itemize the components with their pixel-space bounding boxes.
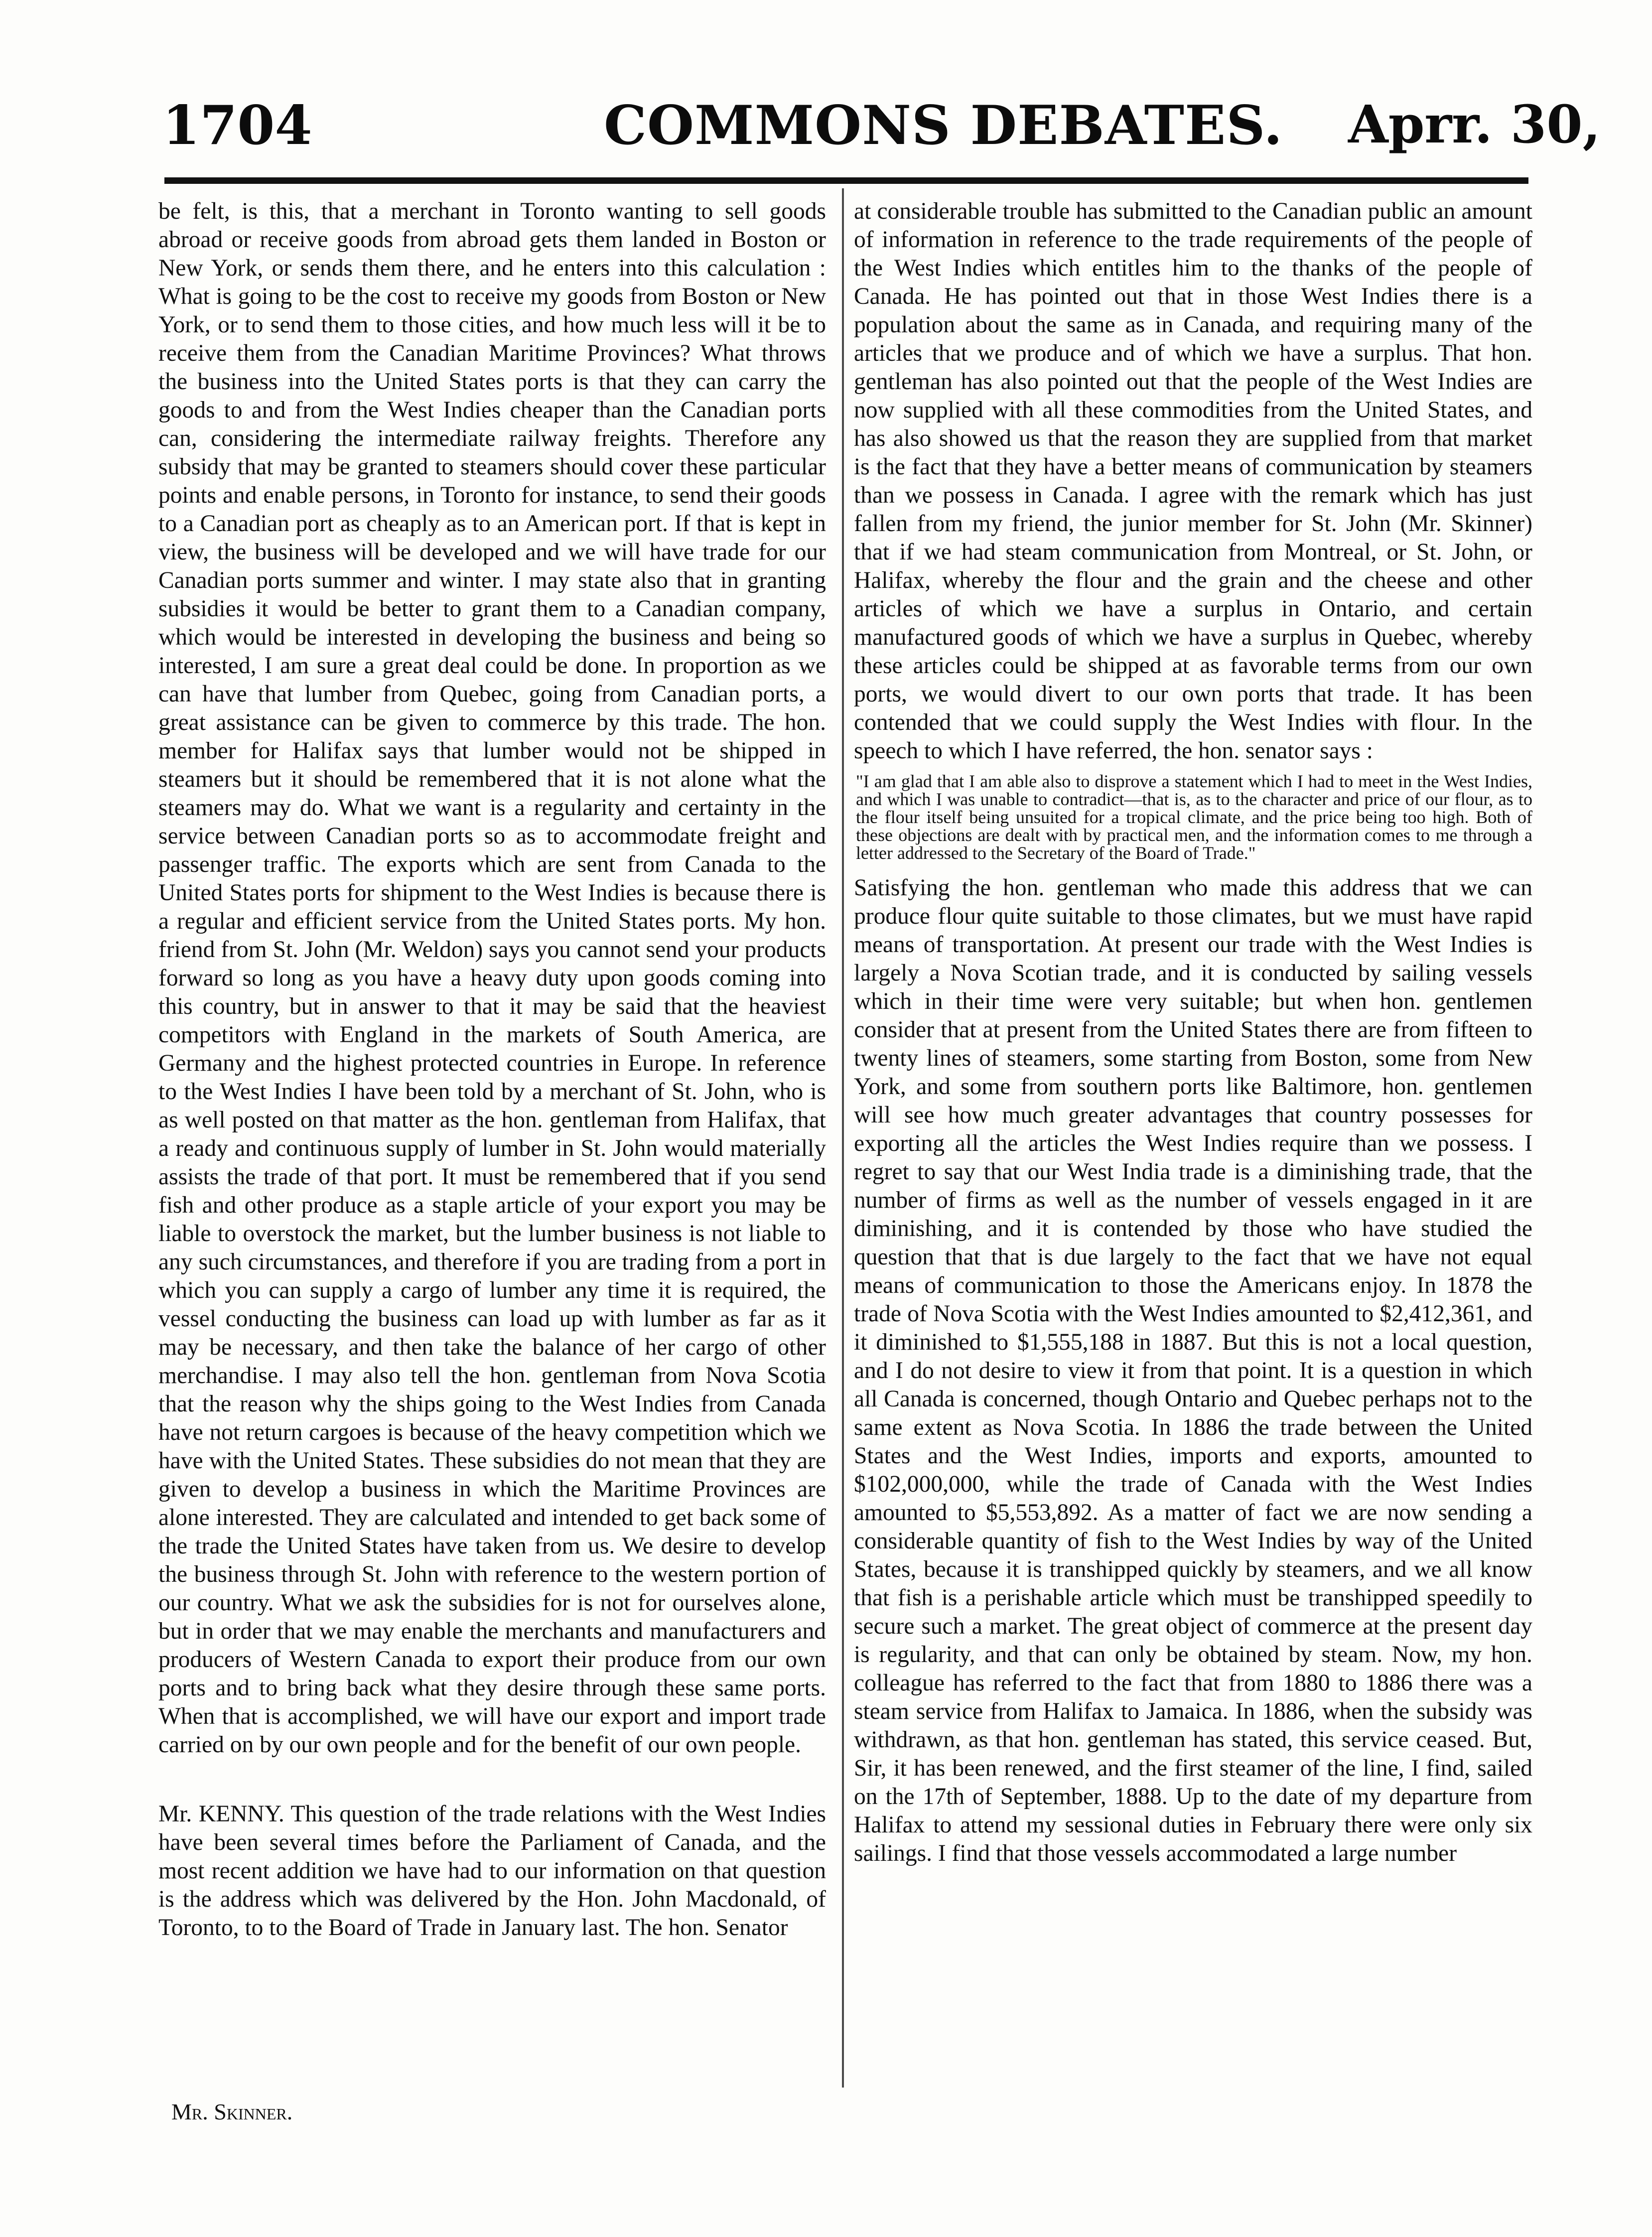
right-paragraph-1: at considerable trouble has submitted to the Canadian public an amount of information in reference to the trade requirements of the people of the West Indies which entitles him to the thanks of the people of Canada. He has pointed out that in those West Indies there is a population about the same as in Canada, and requiring many of the articles that we produce and of which we have a surplus. That hon. gentleman has also pointed out that the people of the West Indies are now supplied with all these commodities from the United States, and has also showed us that the reason they are supplied from that market is the fact that they have a better means of communication by steamers than we possess in Canada. I agree with the remark which has just fallen from my friend, the junior member for St. John (Mr. Skinner) that if we had steam communication from Montreal, or St. John, or Halifax, whereby the flour and the grain and the cheese and other articles of which we have a surplus in Ontario, and certain manufactured goods of which we have a surplus in Quebec, whereby these articles could be shipped at as favorable terms from our own ports, we would divert to our own ports that trade. It has been contended that we could supply the West Indies with flour. In the speech to which I have referred, the hon. senator says : (854, 198, 1532, 764)
page-date: Aprr. 30, (1348, 94, 1601, 155)
page-number: 1704 (162, 94, 312, 157)
left-paragraph-2: Mr. KENNY. This question of the trade relations with the West Indies have been several times before the Parliament of Canada, and the most recent addition we have had to our information on that question is the address which was delivered by the Hon. John Macdonald, of Toronto, to to the Board of Trade in January last. The hon. Senator (158, 1801, 826, 1941)
right-column (854, 197, 1532, 1868)
right-paragraph-2: Satisfying the hon. gentleman who made this address that we can produce flour quite suitable to those climates, but we must have rapid means of transportation. At present our trade with the West Indies is largely a Nova Scotian trade, and it is conducted by sailing vessels which in their time were very suitable; but when hon. gentlemen consider that at present from the United States there are from fifteen to twenty lines of steamers, some starting from Boston, some from New York, and some from southern ports like Baltimore, hon. gentlemen will see how much greater advantages that country possesses for exporting all the articles the West Indies require than we possess. I regret to say that our West India trade is a diminishing trade, that the number of firms as well as the number of vessels engaged in it are diminishing, and it is contended by those who have studied the question that that is due largely to the fact that we have not equal means of communication to those the Americans enjoy. In 1878 the trade of Nova Scotia with the West Indies amounted to $2,412,361, and it diminished to $1,555,188 in 1887. But this is not a local question, and I do not desire to view it from that point. It is a question in which all Canada is concerned, though Ontario and Quebec perhaps not to the same extent as Nova Scotia. In 1886 the trade between the United States and the West Indies, imports and exports, amounted to $102,000,000, while the trade of Canada with the West Indies amounted to $5,553,892. As a matter of fact we are now sending a considerable quantity of fish to the West Indies by way of the United States, because it is transhipped quickly by steamers, and we all know that fish is a perishable article which must be transhipped speedily to secure such a market. The great object of commerce at the present day is regularity, and that can only be obtained by steam. Now, my hon. colleague has referred to the fact that from 1880 to 1886 there was a steam service from Halifax to Jamaica. In 1886, when the subsidy was withdrawn, as that hon. gentleman has stated, this service ceased. But, Sir, it has been renewed, and the first steamer of the line, I find, sailed on the 17th of September, 1888. Up to the date of my departure from Halifax to attend my sessional duties in February there were only six sailings. I find that those vessels accommodated a large number (854, 875, 1532, 1866)
senator-quote: "I am glad that I am able also to disprove a statement which I had to meet in the West Indies, and which I was unable to contradict—that is, as to the character and price of our flour, as to the flour itself being unsuited for a tropical climate, and the price being too high. Both of these objections are dealt with by practical men, and the information comes to me through a letter addressed to the Secretary of the Board of Trade." (856, 771, 1532, 863)
column-divider (842, 188, 844, 2088)
page-title: COMMONS DEBATES. (604, 94, 1283, 157)
header-rule (164, 177, 1528, 184)
left-paragraph-1: be felt, is this, that a merchant in Toronto wanting to sell goods abroad or receive goods from abroad gets them landed in Boston or New York, or sends them there, and he enters into this calculation : What is going to be the cost to receive my goods from Boston or New York, or to send them to those cities, and how much less will it be to receive them from the Canadian Maritime Provinces? What throws the business into the United States ports is that they can carry the goods to and from the West Indies cheaper than the Canadian ports can, considering the intermediate railway freights. Therefore any subsidy that may be granted to steamers should cover these particular points and enable persons, in Toronto for instance, to send their goods to a Canadian port as cheaply as to an American port. If that is kept in view, the business will be developed and we will have trade for our Canadian ports summer and winter. I may state also that in granting subsidies it would be better to grant them to a Canadian company, which would be interested in developing the business and being so interested, I am sure a great deal could be done. In proportion as we can have that lumber from Quebec, going from Canadian ports, a great assistance can be given to commerce by this trade. The hon. member for Halifax says that lumber would not be shipped in steamers but it should be remembered that it is not alone what the steamers may do. What we want is a regularity and certainty in the service between Canadian ports so as to accommodate freight and passenger traffic. The exports which are sent from Canada to the United States ports for shipment to the West Indies is because there is a regular and efficient service from the United States ports. My hon. friend from St. John (Mr. Weldon) says you cannot send your products forward so long as you have a heavy duty upon goods coming into this country, but in answer to that it may be said that the heaviest competitors with England in the markets of South America, are Germany and the highest protected countries in Europe. In reference to the West Indies I have been told by a merchant of St. John, who is as well posted on that matter as the hon. gentleman from Halifax, that a ready and continuous supply of lumber in St. John would materially assists the trade of that port. It must be remembered that if you send fish and other produce as a staple article of your export you may be liable to overstock the market, but the lumber business is not liable to any such circumstances, and therefore if you are trading from a port in which you can supply a cargo of lumber any time it is required, the vessel conducting the business can load up with lumber as far as it may be necessary, and then take the balance of her cargo of other merchandise. I may also tell the hon. gentleman from Nova Scotia that the reason why the ships going to the West Indies from Canada have not return cargoes is because of the heavy competition which we have with the United States. These subsidies do not mean that they are given to develop a business in which the Maritime Provinces are alone interested. They are calculated and intended to get back some of the trade the United States have taken from us. We desire to develop the business through St. John with reference to the western portion of our country. What we ask the subsidies for is not for ourselves alone, but in order that we may enable the merchants and manufacturers and producers of Western Canada to export their produce from our own ports and to bring back what they desire through these same ports. When that is accomplished, we will have our export and import trade carried on by our own people and for the benefit of our own people. (158, 198, 826, 1758)
left-column (158, 197, 826, 1942)
footer-speaker: Mr. Skinner. (171, 2099, 293, 2124)
